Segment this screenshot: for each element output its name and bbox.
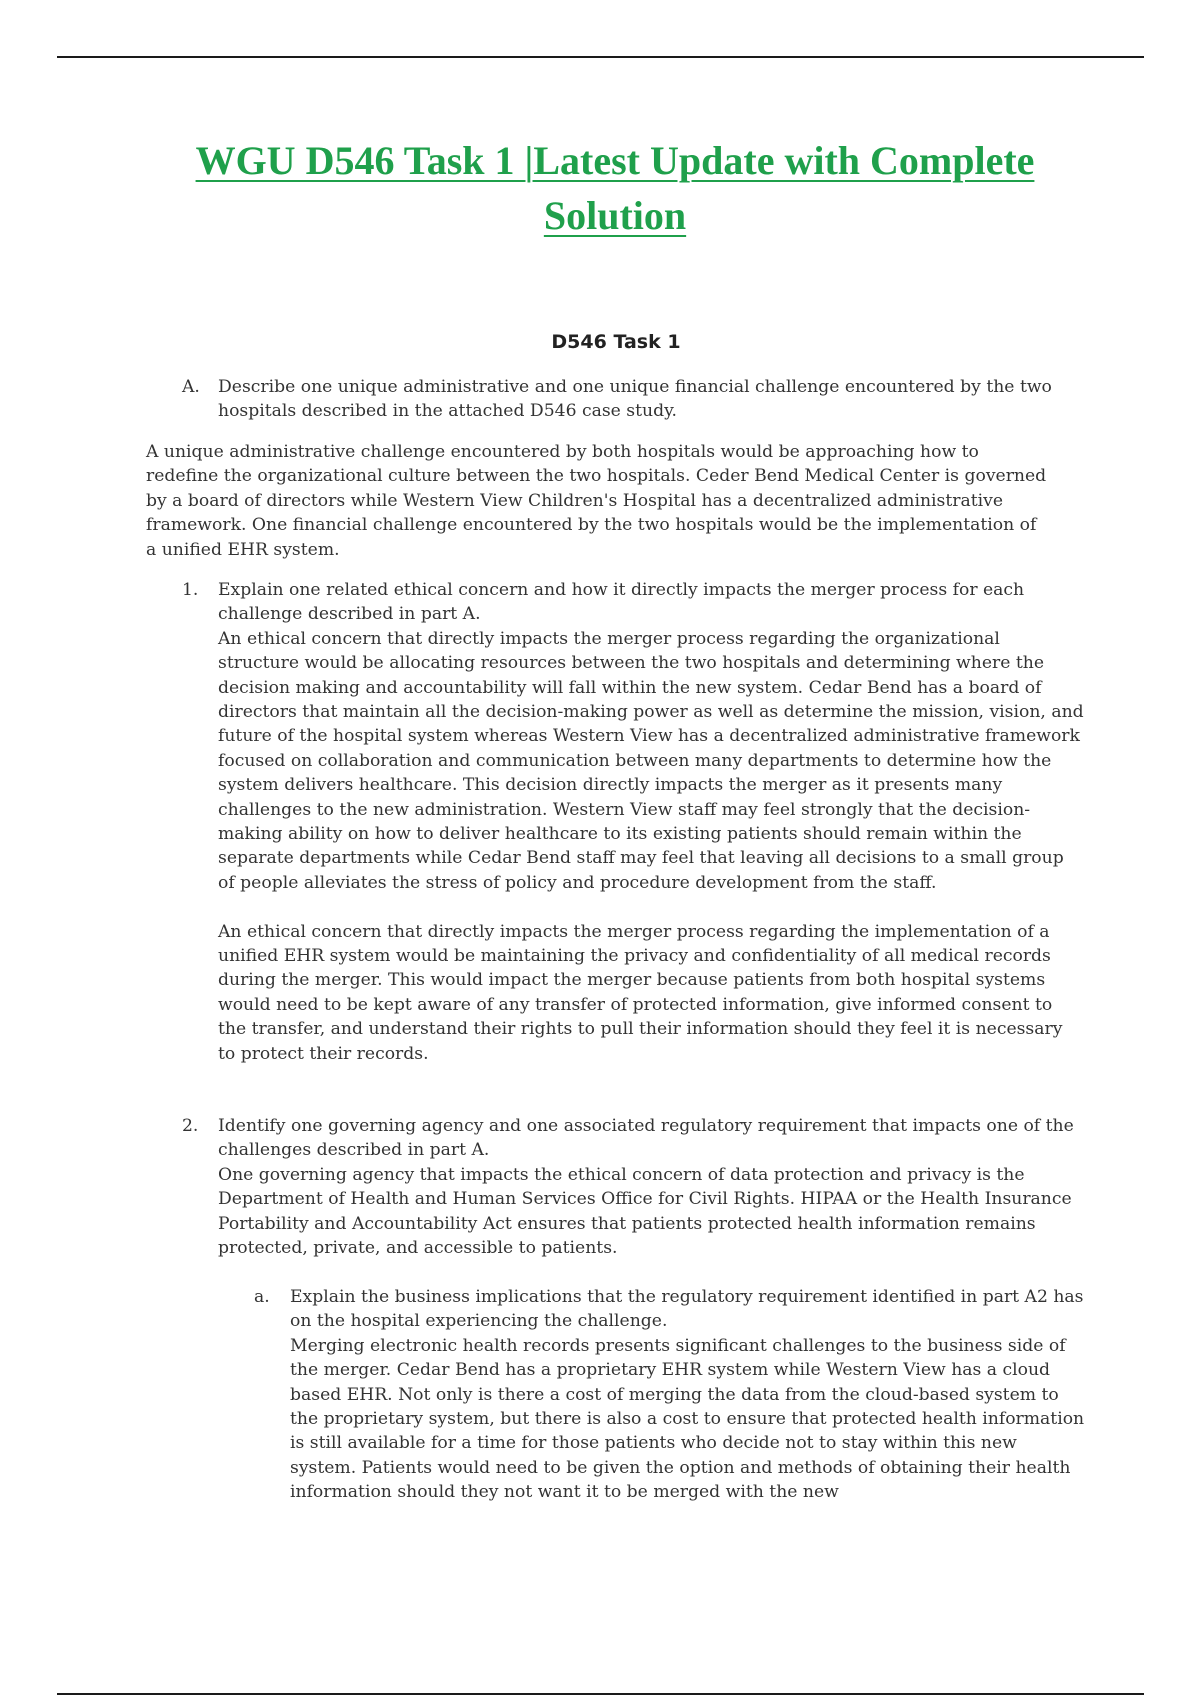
list-marker-a: A. (182, 377, 200, 397)
item-1-block (218, 578, 1085, 1066)
list-marker-1: 1. (182, 580, 199, 600)
item-a-question: Explain the business implications that the regulatory requirement identified in part A2 has on the hospital experiencing the challenge. (290, 1287, 1084, 1332)
top-rule (57, 56, 1144, 58)
section-a-question: Describe one unique administrative and one unique financial challenge encountered by the two hospitals described in the attached D546 case study. (218, 377, 1052, 422)
item-2-answer: One governing agency that impacts the ethical concern of data protection and privacy is the Department of Health and Human Services Office for Civil Rights. HIPAA or the Health Insurance Portability and Accountability Act ensures that patients protected health information remains protected, private, and accessible to patients. (218, 1164, 1072, 1259)
item-a-answer: Merging electronic health records presents significant challenges to the business side of the merger. Cedar Bend has a proprietary EHR system while Western View has a cloud based EHR. Not only is there a cost of merging the data from the cloud-based system to the proprietary system, but there is also a cost to ensure that protected health information is still available for a time for those patients who decide not to stay within this new system. Patients would need to be given the option and methods of obtaining their health information should they not want it to be merged with the new (290, 1335, 1085, 1503)
item-1-answer-organizational: An ethical concern that directly impacts the merger process regarding the organizational structure would be allocating resources between the two hospitals and determining where the decision making and accountability will fall within the new system. Cedar Bend has a board of directors that maintain all the decision-making power as well as determine the mission, vision, and future of the hospital system whereas Western View has a decentralized administrative framework focused on collaboration and communication between many departments to determine how the system delivers healthcare. This decision directly impacts the merger as it presents many challenges to the new administration. Western View staff may feel strongly that the decision-making ability on how to deliver healthcare to its existing patients should remain within the separate departments while Cedar Bend staff may feel that leaving all decisions to a small group of people alleviates the stress of policy and procedure development from the staff. (218, 628, 1084, 893)
item-2-question: Identify one governing agency and one associated regulatory requirement that impacts one of the challenges described in part A. (218, 1116, 1074, 1161)
section-heading: D546 Task 1 (551, 331, 681, 353)
item-a-block (290, 1285, 1085, 1505)
list-marker-a-sub: a. (254, 1287, 270, 1307)
bottom-rule (57, 1693, 1144, 1695)
item-1-question: Explain one related ethical concern and how it directly impacts the merger process for each challenge described in part A. (218, 580, 1025, 625)
item-1-answer-ehr: An ethical concern that directly impacts the merger process regarding the implementation of a unified EHR system would be maintaining the privacy and confidentiality of all medical records during the merger. This would impact the merger because patients from both hospital systems would need to be kept aware of any transfer of protected information, give informed consent to the transfer, and understand their rights to pull their information should they feel it is necessary to protect their records. (218, 921, 1063, 1064)
section-a-answer: A unique administrative challenge encountered by both hospitals would be approaching how to redefine the organizational culture between the two hospitals. Ceder Bend Medical Center is governed by a board of directors while Western View Children's Hospital has a decentralized administrative framework. One financial challenge encountered by the two hospitals would be the implementation of a unified EHR system. (146, 442, 1047, 560)
document-title: WGU D546 Task 1 |Latest Update with Complete Solution (195, 138, 1035, 238)
item-2-block (218, 1114, 1085, 1260)
list-marker-2: 2. (182, 1116, 199, 1136)
